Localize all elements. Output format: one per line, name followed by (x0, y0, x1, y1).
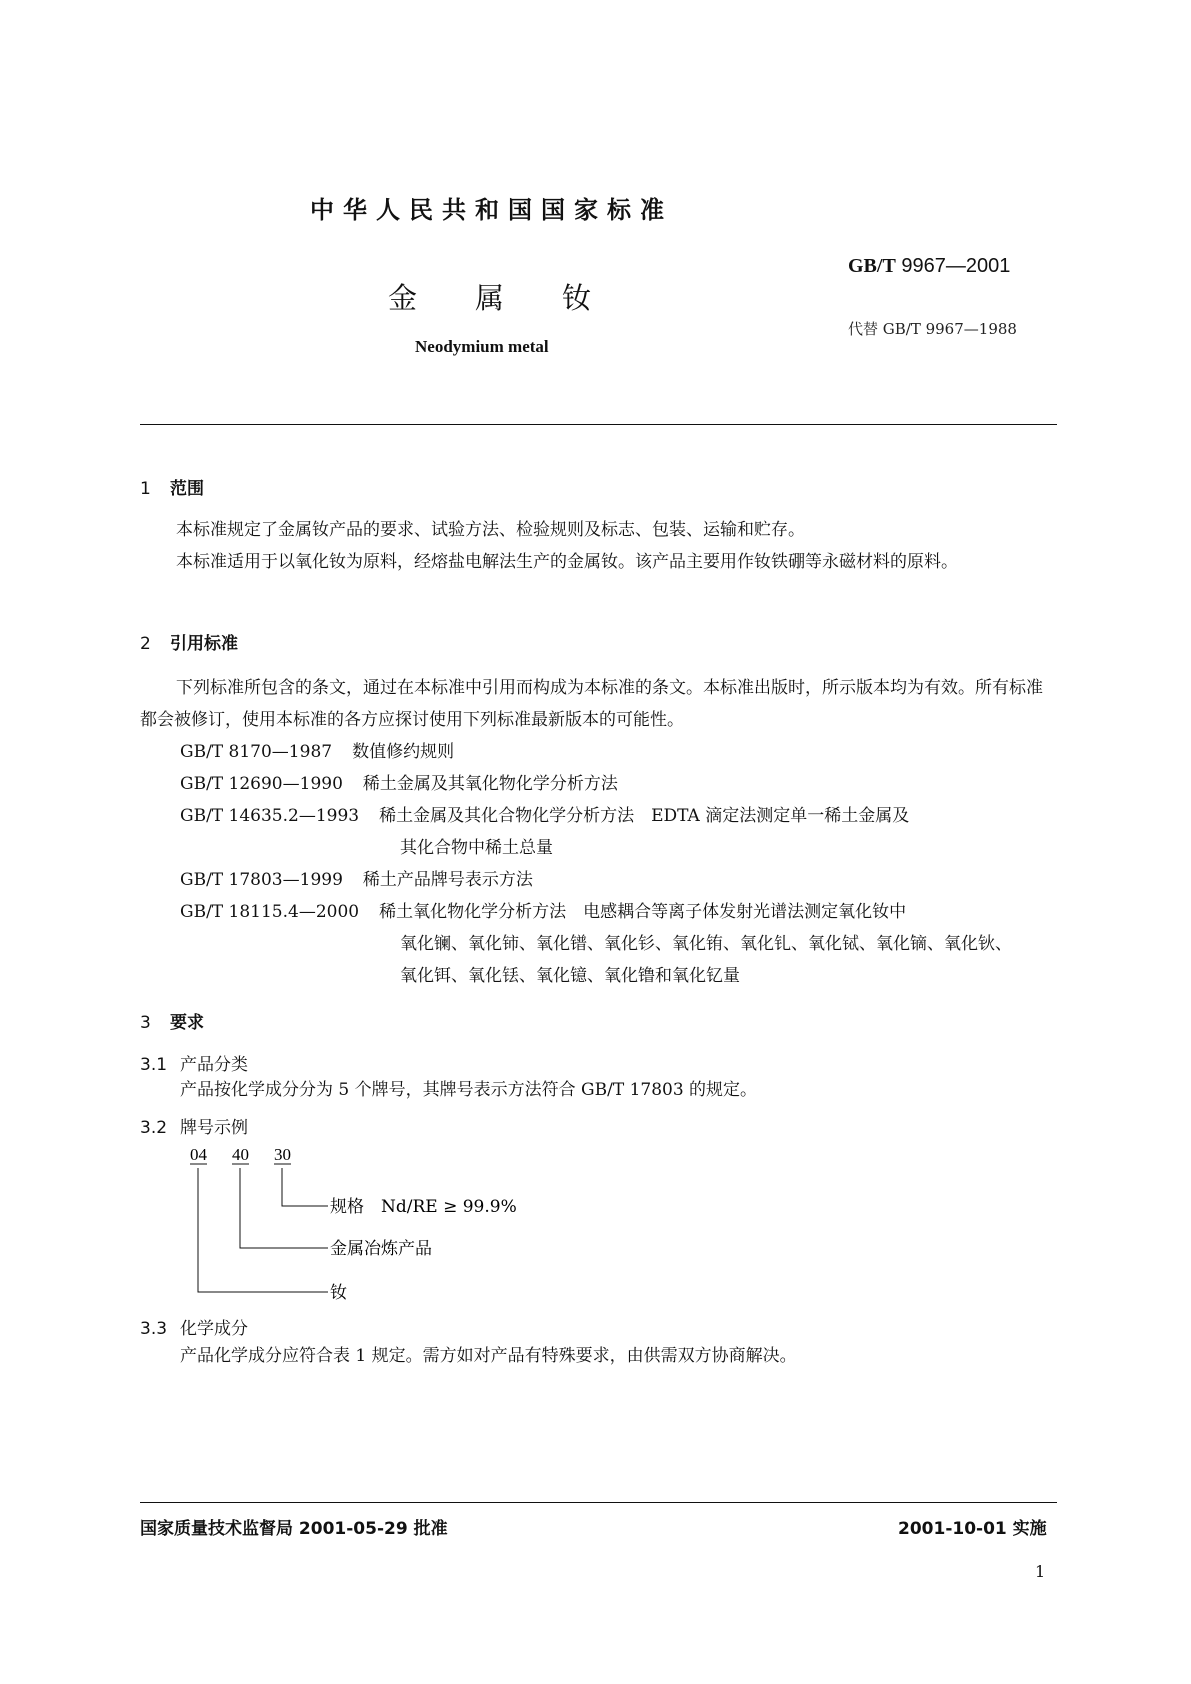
grade-code-element: 04 (190, 1145, 207, 1164)
subsection-title: 牌号示例 (180, 1118, 248, 1138)
section-number: 2 (140, 634, 151, 654)
reference-item (180, 800, 909, 832)
national-standard-heading: 中华人民共和国国家标准 (310, 196, 673, 224)
composition-text: 产品化学成分应符合表 1 规定。需方如对产品有特殊要求，由供需双方协商解决。 (180, 1346, 797, 1366)
footer-divider (140, 1502, 1057, 1503)
section-1-heading (140, 474, 204, 499)
reference-title: 数值修约规则 (352, 742, 455, 762)
document-title-en: Neodymium metal (415, 337, 549, 356)
reference-title-continued: 氧化镧、氧化铈、氧化镨、氧化钐、氧化铕、氧化钆、氧化铽、氧化镝、氧化钬、 (400, 934, 1012, 954)
subsection-number: 3.1 (140, 1055, 168, 1075)
section-2-heading (140, 629, 238, 654)
subsection-title: 产品分类 (180, 1055, 248, 1075)
section-number: 1 (140, 479, 151, 499)
references-intro: 下列标准所包含的条文，通过在本标准中引用而构成为本标准的条文。本标准出版时，所示版本均为有效。所有标准都会被修订，使用本标准的各方应探讨使用下列标准最新版本的可能性。 (140, 678, 1043, 730)
scope-paragraph-2: 本标准适用于以氧化钕为原料，经熔盐电解法生产的金属钕。该产品主要用作钕铁硼等永磁材料的原料。 (176, 552, 958, 572)
grade-example-diagram (190, 1134, 590, 1324)
reference-code: GB/T 18115.4—2000 (180, 902, 360, 922)
connector-spec (282, 1168, 328, 1206)
grade-code-spec: 30 (274, 1145, 291, 1164)
reference-item (180, 896, 906, 928)
header-divider (140, 424, 1057, 425)
subsection-number: 3.3 (140, 1319, 168, 1339)
reference-title: 稀土产品牌号表示方法 (362, 870, 533, 890)
section-title: 引用标准 (170, 634, 238, 654)
reference-title-continued: 氧化铒、氧化铥、氧化镱、氧化镥和氧化钇量 (400, 966, 740, 986)
reference-code: GB/T 14635.2—1993 (180, 806, 360, 826)
grade-code-product: 40 (232, 1145, 249, 1164)
connector-product (240, 1168, 328, 1248)
reference-item (180, 864, 533, 896)
standard-number-value: 9967—2001 (895, 255, 1011, 277)
reference-title: 稀土金属及其化合物化学分析方法 EDTA 滴定法测定单一稀土金属及 (379, 806, 910, 826)
reference-code: GB/T 8170—1987 (180, 742, 333, 762)
connector-element (198, 1168, 328, 1292)
page-number: 1 (1035, 1562, 1046, 1581)
section-number: 3 (140, 1013, 151, 1033)
subsection-3-1-heading (140, 1050, 248, 1075)
subsection-3-3-heading (140, 1314, 248, 1339)
subsection-title: 化学成分 (180, 1319, 248, 1339)
effective-date: 2001-10-01 实施 (898, 1519, 1047, 1539)
section-3-heading (140, 1008, 204, 1033)
reference-code: GB/T 17803—1999 (180, 870, 343, 890)
reference-title: 稀土金属及其氧化物化学分析方法 (362, 774, 618, 794)
scope-paragraph-1: 本标准规定了金属钕产品的要求、试验方法、检验规则及标志、包装、运输和贮存。 (176, 520, 805, 540)
section-title: 范围 (170, 479, 204, 499)
subsection-number: 3.2 (140, 1118, 168, 1138)
section-title: 要求 (170, 1013, 204, 1033)
grade-label-spec: 规格 Nd/RE ≥ 99.9% (330, 1197, 517, 1217)
grade-label-product: 金属冶炼产品 (330, 1239, 432, 1259)
standard-prefix: GB/T (848, 255, 896, 277)
grade-label-element: 钕 (330, 1283, 347, 1303)
reference-title: 稀土氧化物化学分析方法 电感耦合等离子体发射光谱法测定氧化钕中 (379, 902, 907, 922)
approval-line: 国家质量技术监督局 2001-05-29 批准 (140, 1519, 448, 1539)
reference-title-continued: 其化合物中稀土总量 (400, 838, 553, 858)
classification-text: 产品按化学成分分为 5 个牌号，其牌号表示方法符合 GB/T 17803 的规定。 (180, 1080, 758, 1100)
reference-item (180, 768, 618, 800)
replaces-standard: 代替 GB/T 9967—1988 (848, 320, 1017, 338)
reference-item (180, 736, 454, 768)
reference-code: GB/T 12690—1990 (180, 774, 343, 794)
document-title-cn: 金属钕 (388, 281, 650, 315)
standard-number (848, 255, 1010, 278)
